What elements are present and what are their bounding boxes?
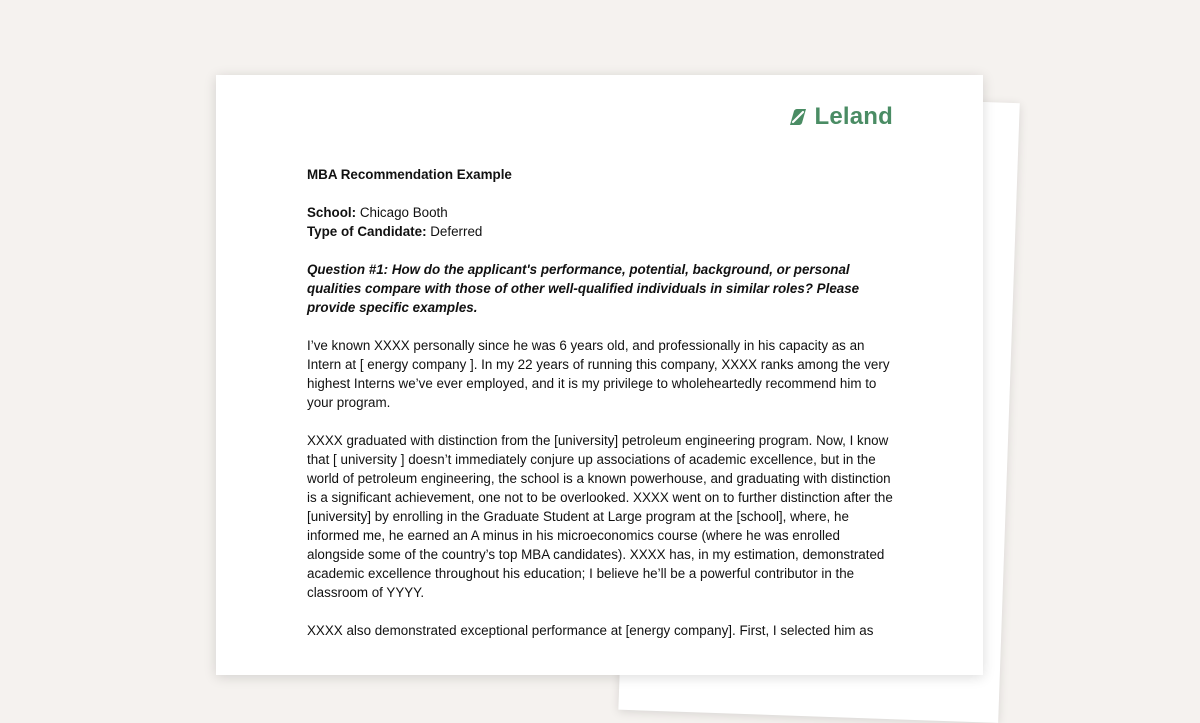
school-value: Chicago Booth (359, 205, 448, 220)
paragraph-1: I’ve known XXXX personally since he was 6 years old, and professionally in his capacity as an Intern at [ energy company ]. In my 22 years of running this company, XXXX ranks among the very highest Interns we’ve ever employed, and it is my privilege to wholeheartedly recommend him to your program. (307, 338, 890, 410)
school-line (307, 203, 897, 222)
document-sheet (216, 75, 983, 675)
question-heading: Question #1: How do the applicant's performance, potential, background, or personal qualities compare with those of other well-qualified individuals in similar roles? Please provide specific examples. (307, 262, 860, 315)
leaf-icon (787, 106, 809, 128)
school-label: School: (307, 205, 357, 220)
paragraph-3: XXXX also demonstrated exceptional performance at [energy company]. First, I selected him as (307, 623, 874, 638)
logo-text: Leland (814, 103, 893, 130)
document-title: MBA Recommendation Example (307, 167, 512, 182)
candidate-value: Deferred (430, 224, 483, 239)
candidate-label: Type of Candidate: (307, 224, 427, 239)
meta-block (307, 203, 897, 241)
candidate-line (307, 222, 897, 241)
leland-logo (787, 103, 893, 131)
paragraph-2: XXXX graduated with distinction from the [university] petroleum engineering program. Now, I know that [ university ] doesn’t immediately conjure up associations of academic excellence, but in the world of petroleum engineering, the school is a known powerhouse, and graduating with distinction is a significant achievement, one not to be overlooked. XXXX went on to further distinction after the [university] by enrolling in the Graduate Student at Large program at the [school], where, he informed me, he earned an A minus in his microeconomics course (where he was enrolled alongside some of the country’s top MBA candidates). XXXX has, in my estimation, demonstrated academic excellence throughout his education; I believe he’ll be a powerful contributor in the classroom of YYYY. (307, 433, 893, 600)
document-content (307, 165, 897, 659)
